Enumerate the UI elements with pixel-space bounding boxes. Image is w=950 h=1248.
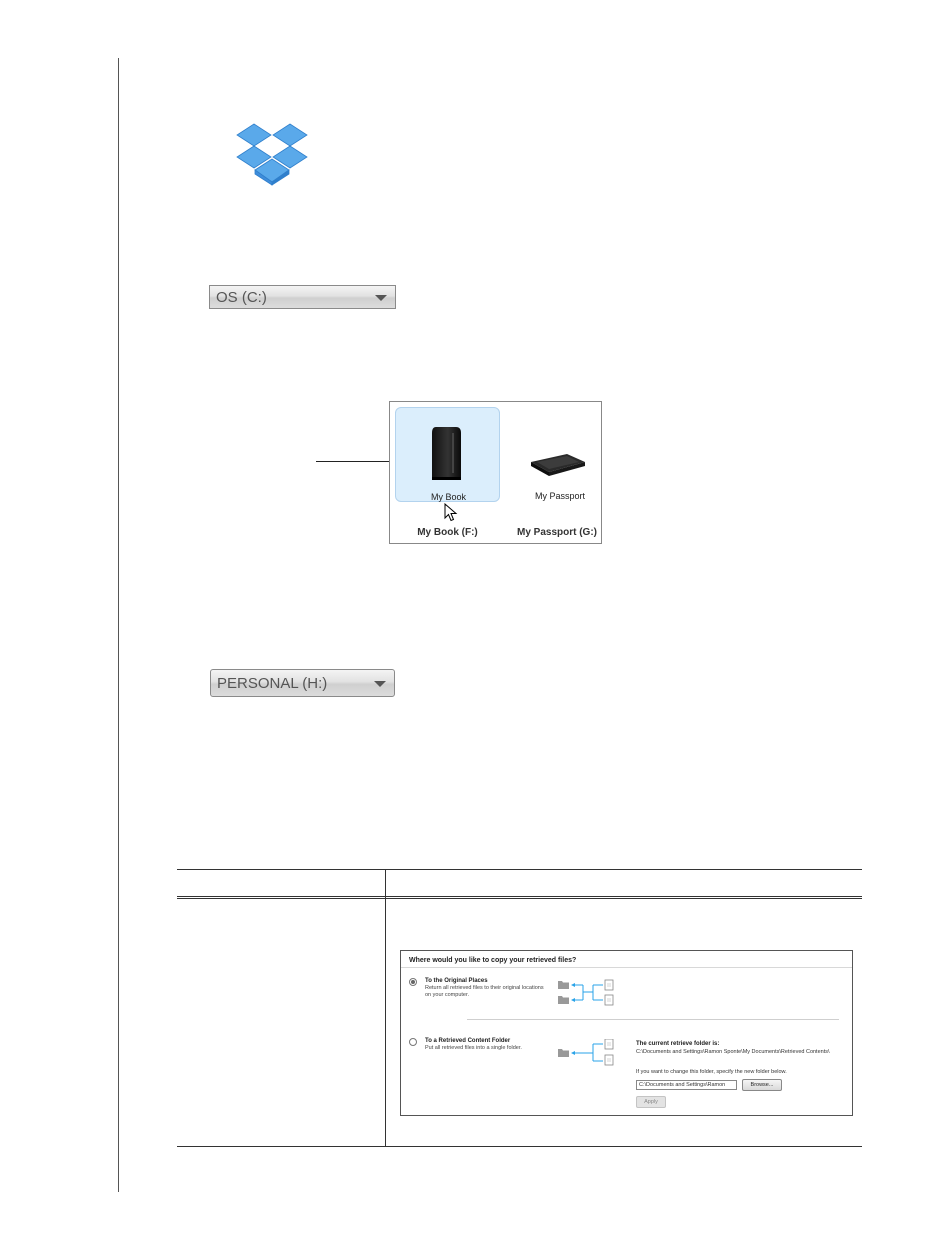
table-column-divider — [385, 869, 386, 1146]
option-title: To a Retrieved Content Folder — [425, 1038, 511, 1044]
dialog-title-divider — [401, 967, 852, 968]
change-folder-hint: If you want to change this folder, specify the new folder below. — [636, 1069, 787, 1075]
retrieve-destination-dialog — [400, 950, 853, 1116]
device-name: My Passport — [534, 491, 585, 501]
device-tile-my-book[interactable] — [395, 407, 500, 502]
mouse-pointer-icon — [444, 503, 458, 523]
source-drive-value: OS (C:) — [216, 289, 267, 306]
dialog-title: Where would you like to copy your retrieved files? — [409, 957, 577, 964]
drive-label: My Passport (G:) — [516, 527, 597, 538]
page-margin-line — [118, 58, 119, 1192]
folder-icon — [558, 981, 569, 989]
retrieved-folder-radio[interactable] — [409, 1038, 417, 1046]
table-top-rule — [177, 869, 862, 870]
my-passport-drive-icon — [527, 452, 587, 478]
file-icon — [605, 995, 613, 1005]
single-folder-diagram — [557, 1039, 619, 1069]
my-book-drive-icon — [428, 425, 464, 481]
dropbox-logo-icon — [236, 122, 308, 186]
folder-icon — [558, 1049, 569, 1057]
browse-button[interactable]: Browse... — [742, 1079, 782, 1091]
device-tile-my-passport[interactable] — [500, 407, 600, 502]
current-folder-label: The current retrieve folder is: — [636, 1041, 720, 1047]
table-header-rule — [177, 896, 862, 899]
folder-icon — [558, 996, 569, 1004]
option-description: Return all retrieved files to their original locations on your computer. — [425, 985, 544, 998]
target-drive-value: PERSONAL (H:) — [217, 675, 328, 692]
apply-button[interactable]: Apply — [636, 1096, 666, 1108]
file-icon — [605, 980, 613, 990]
device-name: My Book — [430, 492, 466, 502]
option-title: To the Original Places — [425, 978, 488, 984]
original-places-radio[interactable] — [409, 978, 417, 986]
chevron-down-icon — [374, 681, 386, 687]
file-icon — [605, 1055, 613, 1065]
device-chooser-panel — [389, 401, 602, 544]
options-divider — [467, 1019, 839, 1020]
drive-label: My Book (F:) — [417, 527, 478, 538]
file-icon — [605, 1039, 613, 1049]
target-drive-dropdown[interactable] — [210, 669, 395, 697]
source-drive-dropdown[interactable] — [209, 285, 396, 309]
option-description: Put all retrieved files into a single folder. — [425, 1045, 522, 1051]
folder-path-input[interactable]: C:\Documents and Settings\Ramon — [636, 1080, 737, 1090]
table-bottom-rule — [177, 1146, 862, 1147]
return-to-original-diagram — [557, 978, 619, 1008]
chevron-down-icon — [375, 295, 387, 301]
current-folder-path: C:\Documents and Settings\Ramon Sponte\My Documents\Retrieved Contents\ — [636, 1049, 830, 1055]
